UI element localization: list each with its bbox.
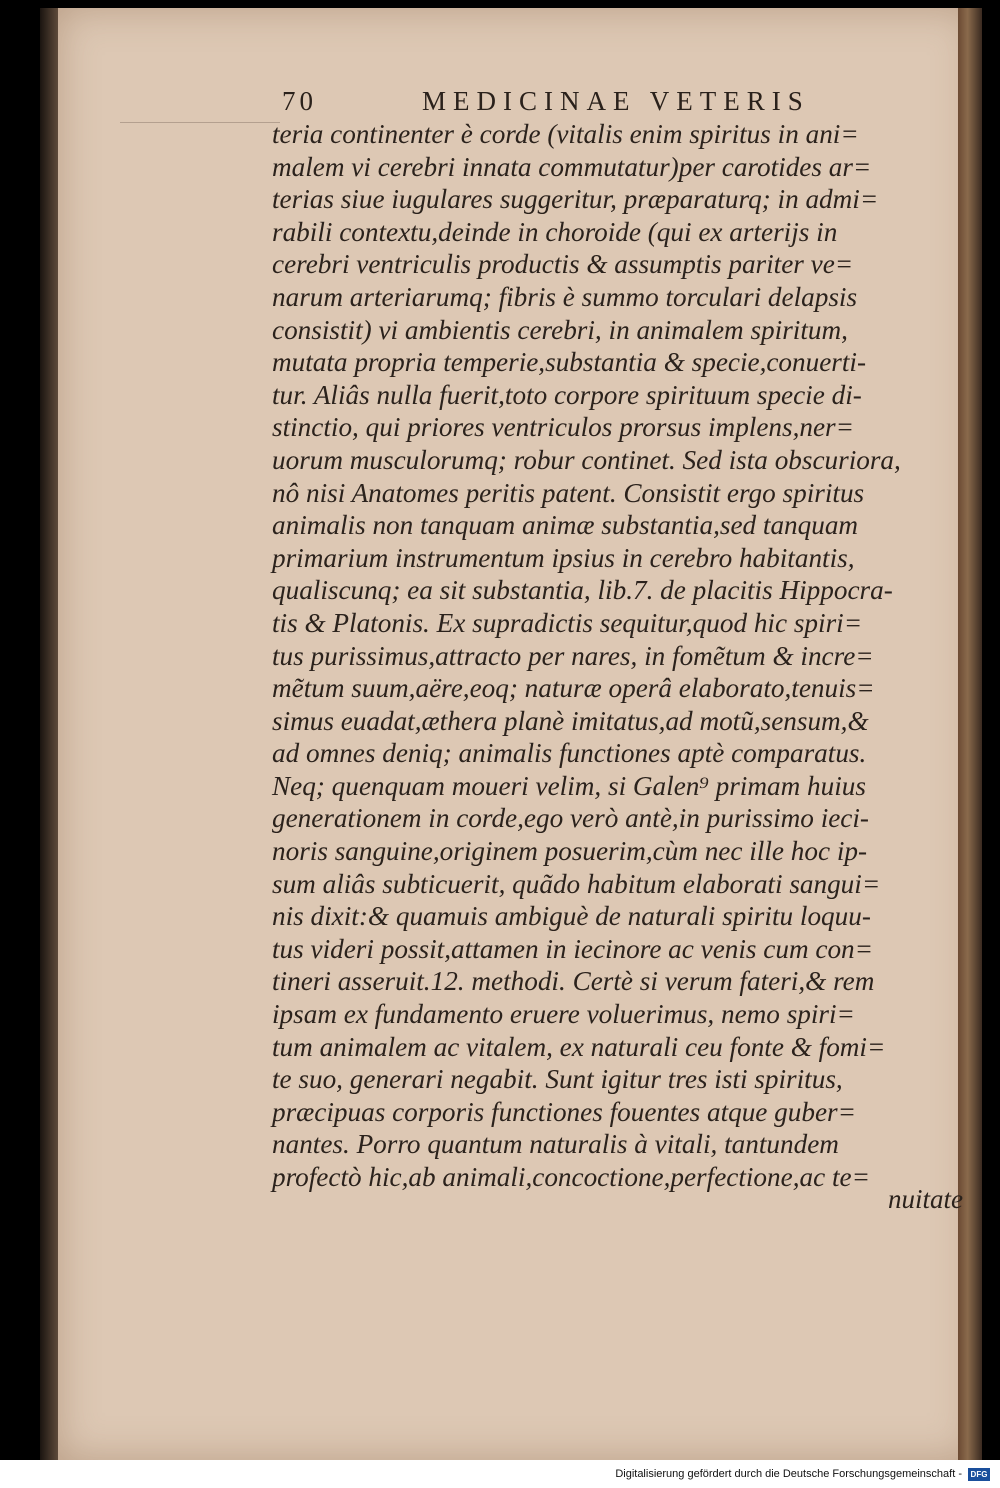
text-line: ipsam ex fundamento eruere voluerimus, nemo spiri= [272,999,855,1030]
text-line: tineri asseruit.12. methodi. Certè si verum fateri,& rem [272,966,875,997]
body-text [272,118,984,1194]
page-number: 70 [282,86,317,116]
text-line: noris sanguine,originem posuerim,cùm nec ille hoc ip- [272,836,868,867]
text-line: ad omnes deniq; animalis functiones aptè comparatus. [272,738,867,769]
text-line: terias siue iugulares suggeritur, præparaturq; in admi= [272,184,879,215]
dfg-logo-icon: DFG [968,1468,990,1481]
book-spine-shadow [40,8,58,1460]
text-line: tum animalem ac vitalem, ex naturali ceu fonte & fomi= [272,1031,886,1062]
text-line: sum aliâs subticuerit, quãdo habitum elaborati sangui= [272,868,881,899]
text-line: tus purissimus,attracto per nares, in fomẽtum & incre= [272,640,874,671]
dfg-credit: Digitalisierung gefördert durch die Deutsche Forschungsgemeinschaft - [615,1468,962,1480]
text-line: consistit) vi ambientis cerebri, in animalem spiritum, [272,314,848,345]
catchword: nuitate [888,1184,963,1214]
text-line: mutata propria temperie,substantia & specie,conuerti- [272,347,867,378]
text-line: profectò hic,ab animali,concoctione,perfectione,ac te= [272,1162,870,1192]
text-line: cerebri ventriculis productis & assumptis pariter ve= [272,249,854,280]
text-line: præcipuas corporis functiones fouentes atque guber= [272,1096,856,1127]
text-line: nis dixit:& quamuis ambiguè de naturali spiritu loquu- [272,901,871,932]
text-line: tus videri possit,attamen in iecinore ac venis cum con= [272,933,873,964]
text-line: narum arteriarumq; fibris è summo torculari delapsis [272,281,858,312]
text-line: Neq; quenquam moueri velim, si Galen⁹ primam huius [272,770,866,801]
running-head: MEDICINAE VETERIS [422,86,810,116]
text-line: stinctio, qui priores ventriculos prorsus implens,ner= [272,412,854,443]
text-line: primarium instrumentum ipsius in cerebro habitantis, [272,542,855,573]
text-line: mẽtum suum,aëre,eoq; naturæ operâ elaborato,tenuis= [272,673,875,704]
text-line: tur. Aliâs nulla fuerit,toto corpore spirituum specie di- [272,379,862,410]
text-line: generationem in corde,ego verò antè,in purissimo ieci- [272,803,869,834]
text-line: teria continenter è corde (vitalis enim spiritus in ani= [272,119,859,149]
text-line: animalis non tanquam animæ substantia,sed tanquam [272,510,859,541]
text-line: rabili contextu,deinde in choroide (qui ex arterijs in [272,216,838,247]
footer-bar [0,1460,1000,1488]
faint-rule [120,122,280,124]
text-line: simus euadat,æthera planè imitatus,ad motũ,sensum,& [272,705,869,736]
text-line: nô nisi Anatomes peritis patent. Consistit ergo spiritus [272,477,865,508]
text-line: uorum musculorumq; robur continet. Sed ista obscuriora, [272,444,901,475]
page-header [282,86,842,120]
text-line: qualiscunq; ea sit substantia, lib.7. de placitis Hippocra- [272,575,893,606]
text-line: tis & Platonis. Ex supradictis sequitur,quod hic spiri= [272,607,863,638]
text-line: te suo, generari negabit. Sunt igitur tres isti spiritus, [272,1064,843,1095]
text-line: malem vi cerebri innata commutatur)per carotides ar= [272,151,872,182]
text-line: nantes. Porro quantum naturalis à vitali, tantundem [272,1129,839,1160]
